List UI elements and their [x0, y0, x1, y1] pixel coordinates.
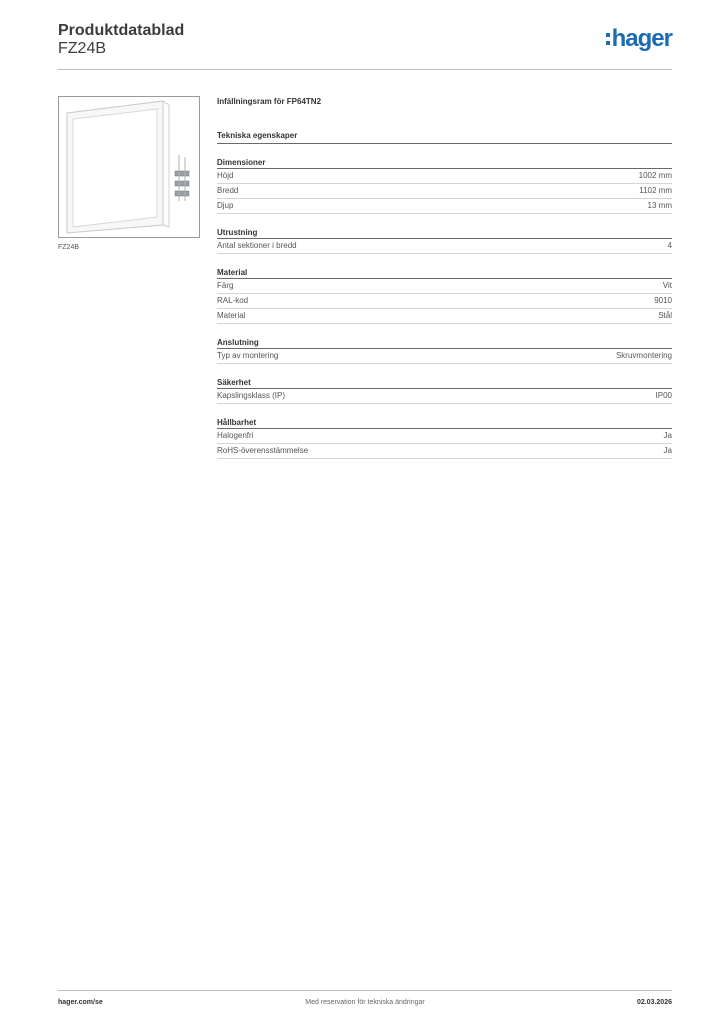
- spec-row: [217, 199, 672, 214]
- frame-illustration-icon: [59, 97, 199, 237]
- spec-label: Djup: [217, 201, 234, 210]
- spec-value: Stål: [658, 311, 672, 320]
- spec-value: Vit: [662, 281, 672, 290]
- spec-value: 1002 mm: [638, 171, 672, 180]
- spec-group: [217, 227, 672, 254]
- spec-label: RAL-kod: [217, 296, 249, 305]
- spec-row: [217, 294, 672, 309]
- spec-row: [217, 349, 672, 364]
- tech-heading: Tekniska egenskaper: [217, 129, 672, 144]
- spec-row: [217, 429, 672, 444]
- spec-label: Typ av montering: [217, 351, 279, 360]
- spec-row: [217, 184, 672, 199]
- spec-group: [217, 267, 672, 324]
- spec-label: RoHS-överensstämmelse: [217, 446, 309, 455]
- image-caption: FZ24B: [58, 244, 80, 251]
- spec-label: Färg: [217, 281, 234, 290]
- spec-group-title: Säkerhet: [217, 377, 672, 389]
- spec-group: [217, 377, 672, 404]
- spec-row: [217, 309, 672, 324]
- spec-group-title: Material: [217, 267, 672, 279]
- spec-label: Kapslingsklass (IP): [217, 391, 286, 400]
- spec-label: Höjd: [217, 171, 234, 180]
- spec-value: Ja: [663, 446, 672, 455]
- spec-label: Antal sektioner i bredd: [217, 241, 297, 250]
- product-code: FZ24B: [58, 40, 107, 57]
- page-header: [58, 20, 672, 70]
- logo-dots-icon: [606, 33, 610, 45]
- spec-label: Halogenfri: [217, 431, 254, 440]
- logo-text: hager: [611, 25, 672, 52]
- spec-content: [217, 96, 672, 459]
- page-footer: [58, 990, 672, 1015]
- spec-value: 4: [667, 241, 672, 250]
- spec-row: [217, 239, 672, 254]
- spec-row: [217, 169, 672, 184]
- spec-value: 9010: [654, 296, 672, 305]
- spec-group: [217, 337, 672, 364]
- spec-value: 1102 mm: [639, 186, 672, 195]
- document-title: Produktdatablad: [58, 22, 185, 39]
- footer-disclaimer: Med reservation för tekniska ändringar: [305, 999, 425, 1006]
- spec-value: 13 mm: [647, 201, 672, 210]
- footer-date: 02.03.2026: [636, 999, 672, 1006]
- spec-row: [217, 444, 672, 459]
- hager-logo: [606, 26, 672, 52]
- spec-value: IP00: [655, 391, 672, 400]
- spec-row: [217, 389, 672, 404]
- spec-group-title: Utrustning: [217, 227, 672, 239]
- spec-group-title: Hållbarhet: [217, 417, 672, 429]
- product-description: Infällningsram för FP64TN2: [217, 97, 322, 106]
- spec-group: [217, 157, 672, 214]
- spec-label: Bredd: [217, 186, 239, 195]
- footer-website: hager.com/se: [58, 999, 103, 1006]
- spec-group: [217, 417, 672, 459]
- spec-value: Skruvmontering: [615, 351, 672, 360]
- spec-value: Ja: [663, 431, 672, 440]
- product-image: [58, 96, 200, 238]
- spec-group-title: Anslutning: [217, 337, 672, 349]
- spec-row: [217, 279, 672, 294]
- spec-groups: [217, 157, 672, 459]
- spec-label: Material: [217, 311, 246, 320]
- spec-group-title: Dimensioner: [217, 157, 672, 169]
